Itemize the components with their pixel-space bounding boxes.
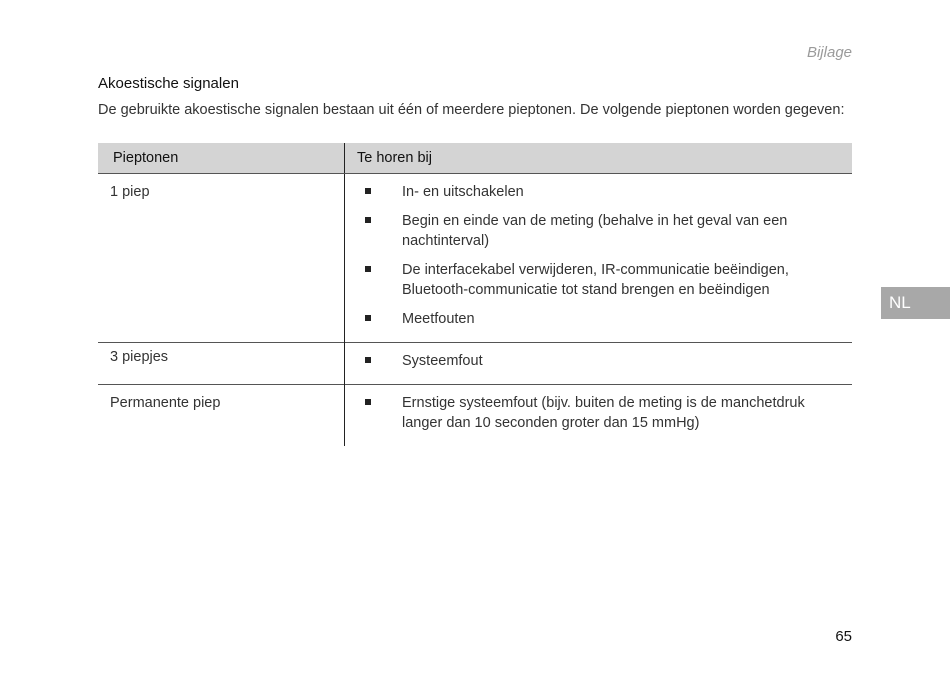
page-number: 65 <box>835 628 852 645</box>
list-item <box>363 351 842 371</box>
meaning-list <box>363 351 842 371</box>
square-bullet-icon <box>365 357 371 363</box>
intro-paragraph: De gebruikte akoestische signalen bestaan uit één of meerdere pieptonen. De volgende pieptonen worden gegeven: <box>98 102 845 118</box>
language-tab: NL <box>881 287 950 319</box>
list-item-text: Systeemfout <box>402 353 483 369</box>
list-item <box>363 309 842 329</box>
table-row <box>98 343 852 385</box>
list-item-text: Begin en einde van de meting (behalve in het geval van een nachtinterval) <box>402 213 788 249</box>
table-row <box>98 385 852 447</box>
list-item-text: De interfacekabel verwijderen, IR-communicatie beëindigen, Bluetooth-communicatie tot stand brengen en beëindigen <box>402 262 789 298</box>
meaning-list <box>363 182 842 329</box>
list-item <box>363 182 842 202</box>
square-bullet-icon <box>365 315 371 321</box>
header-pieptonen: Pieptonen <box>98 143 345 174</box>
meaning-cell <box>345 385 853 447</box>
section-title: Akoestische signalen <box>98 75 239 92</box>
signal-cell: 1 piep <box>98 174 345 343</box>
square-bullet-icon <box>365 217 371 223</box>
signal-cell: 3 piepjes <box>98 343 345 385</box>
table-row <box>98 174 852 343</box>
square-bullet-icon <box>365 399 371 405</box>
list-item-text: Ernstige systeemfout (bijv. buiten de meting is de manchetdruk langer dan 10 seconden groter dan 15 mmHg) <box>402 395 805 431</box>
square-bullet-icon <box>365 266 371 272</box>
list-item <box>363 260 842 300</box>
meaning-cell <box>345 174 853 343</box>
meaning-list <box>363 393 842 433</box>
list-item-text: In- en uitschakelen <box>402 184 524 200</box>
beep-signal-table <box>98 143 852 446</box>
list-item <box>363 211 842 251</box>
list-item-text: Meetfouten <box>402 311 475 327</box>
signal-cell: Permanente piep <box>98 385 345 447</box>
table-header-row <box>98 143 852 174</box>
list-item <box>363 393 842 433</box>
running-header: Bijlage <box>806 44 852 61</box>
header-te-horen-bij: Te horen bij <box>345 143 853 174</box>
meaning-cell <box>345 343 853 385</box>
square-bullet-icon <box>365 188 371 194</box>
